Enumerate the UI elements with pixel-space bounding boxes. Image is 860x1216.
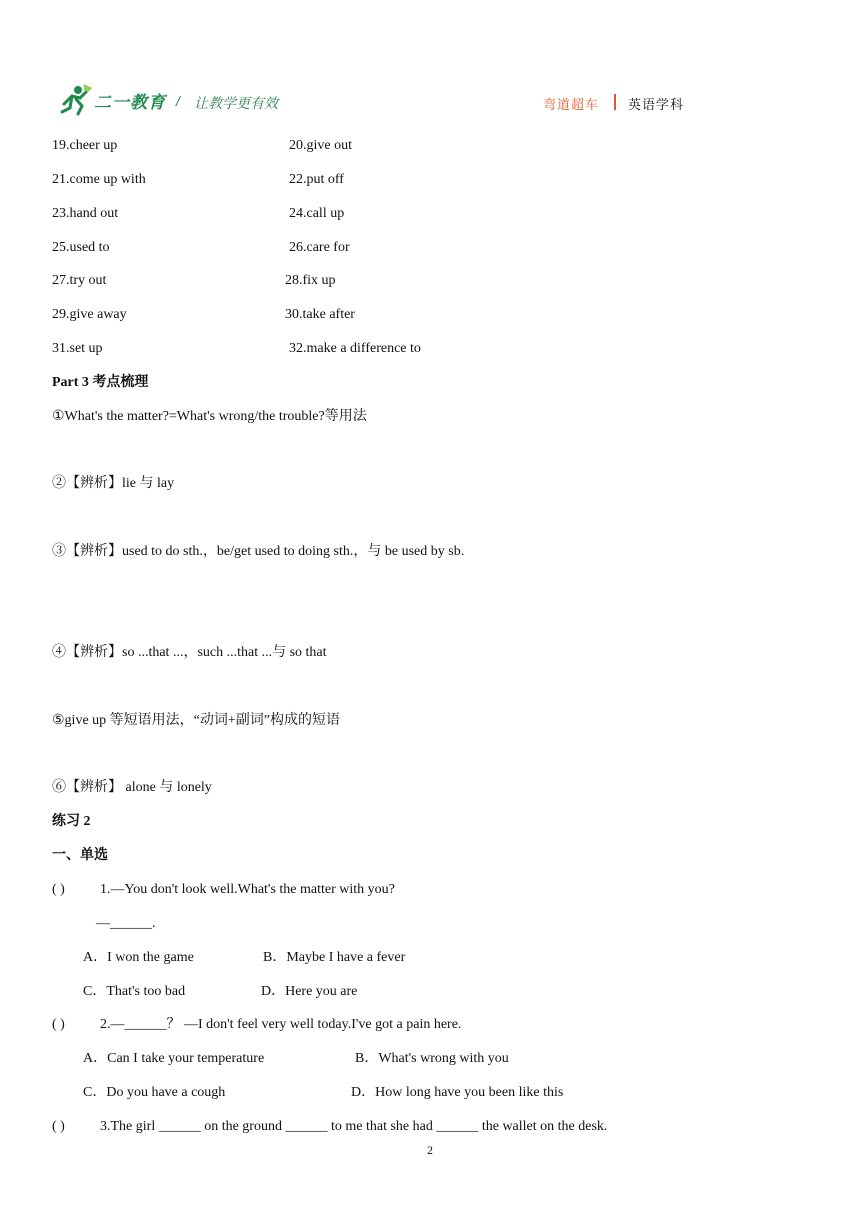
option: B．What's wrong with you — [355, 1051, 509, 1066]
page-number: 2 — [427, 1143, 433, 1157]
key-point: ①What's the matter?=What's wrong/the trouble?等用法 — [52, 409, 367, 424]
header-divider — [614, 94, 616, 110]
question-stem: 1.—You don't look well.What's the matter with you? — [100, 882, 395, 897]
exercise-section: 一、单选 — [52, 848, 108, 863]
option: B．Maybe I have a fever — [263, 950, 406, 965]
exercise-title: 练习 2 — [52, 814, 91, 829]
phrase-item: 32.make a difference to — [289, 341, 421, 356]
phrase-item: 29.give away — [52, 307, 127, 322]
header-tagline: 弯道超车 — [543, 97, 600, 112]
phrase-item: 20.give out — [289, 138, 352, 153]
phrase-item: 31.set up — [52, 341, 103, 356]
phrase-item: 21.come up with — [52, 172, 146, 187]
key-point: ③【辨析】used to do sth.，be/get used to doing sth.，与 be used by sb. — [52, 544, 465, 559]
option: A．Can I take your temperature — [83, 1051, 265, 1066]
phrase-item: 23.hand out — [52, 206, 119, 221]
header-subject: 英语学科 — [628, 97, 685, 112]
slogan-separator: / — [176, 93, 180, 109]
phrase-item: 25.used to — [52, 240, 110, 255]
phrase-item: 22.put off — [289, 172, 344, 187]
option: C．That's too bad — [83, 984, 186, 999]
phrase-item: 27.try out — [52, 273, 107, 288]
option: D．How long have you been like this — [351, 1085, 564, 1100]
option: C．Do you have a cough — [83, 1085, 226, 1100]
option: D．Here you are — [261, 984, 358, 999]
phrase-item: 19.cheer up — [52, 138, 118, 153]
key-point: ⑥【辨析】 alone 与 lonely — [52, 780, 212, 795]
logo-text: 二一教育 — [94, 93, 166, 112]
question-stem: 2.—______？ —I don't feel very well today.I've got a pain here. — [100, 1017, 462, 1032]
answer-blank: ( ) — [52, 1017, 65, 1032]
section-title: Part 3 考点梳理 — [52, 375, 149, 390]
key-point: ②【辨析】lie 与 lay — [52, 476, 175, 491]
slogan: 让教学更有效 — [194, 95, 278, 111]
question-stem: 3.The girl ______ on the ground ______ to me that she had ______ the wallet on the desk. — [100, 1119, 608, 1134]
phrase-item: 24.call up — [289, 206, 345, 221]
answer-line: —______. — [96, 916, 156, 931]
key-point: ④【辨析】so ...that ...，such ...that ...与 so that — [52, 645, 327, 660]
key-point: ⑤give up 等短语用法，“动词+副词”构成的短语 — [52, 713, 340, 728]
phrase-item: 28.fix up — [285, 273, 336, 288]
answer-blank: ( ) — [52, 1119, 65, 1134]
phrase-item: 26.care for — [289, 240, 350, 255]
answer-blank: ( ) — [52, 882, 65, 897]
option: A．I won the game — [83, 950, 194, 965]
phrase-item: 30.take after — [285, 307, 355, 322]
